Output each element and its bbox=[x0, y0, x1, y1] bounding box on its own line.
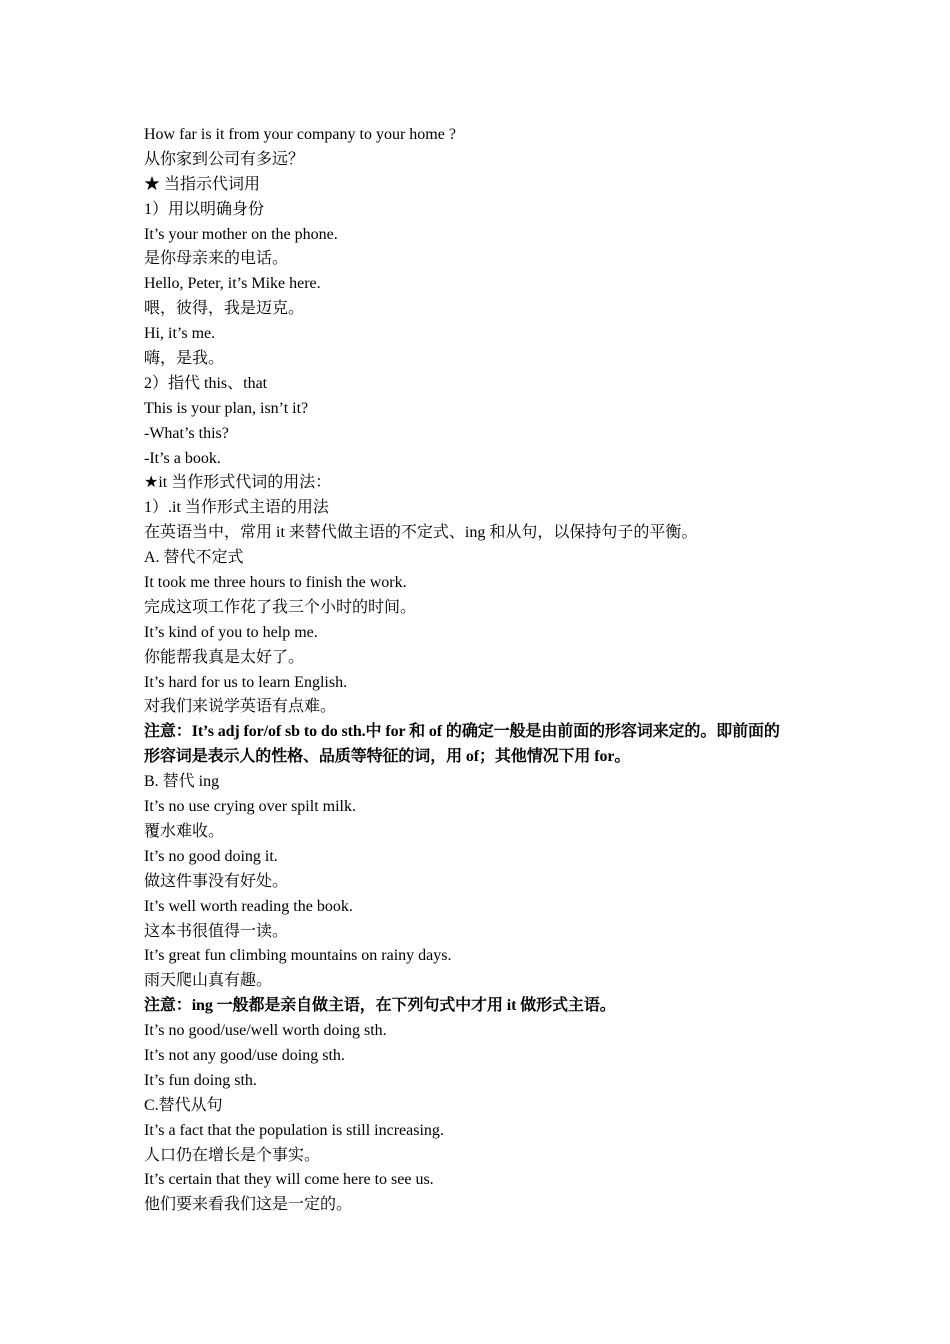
text-line: 1）.it 当作形式主语的用法 bbox=[144, 499, 329, 517]
text-line: A. 替代不定式 bbox=[144, 549, 244, 567]
text-line: 你能帮我真是太好了。 bbox=[144, 648, 305, 666]
note-line: 注意：It’s adj for/of sb to do sth.中 for 和 of 的确定一般是由前面的形容词来定的。即前面的 bbox=[144, 723, 780, 741]
text-line: Hi, it’s me. bbox=[144, 325, 216, 343]
text-line: It’s well worth reading the book. bbox=[144, 897, 353, 915]
text-line: C.替代从句 bbox=[144, 1096, 223, 1114]
text-line: 从你家到公司有多远？ bbox=[144, 150, 305, 168]
text-line: 这本书很值得一读。 bbox=[144, 922, 289, 940]
text-line: Hello, Peter, it’s Mike here. bbox=[144, 275, 321, 293]
text-line: This is your plan, isn’t it? bbox=[144, 399, 309, 417]
text-line: It’s your mother on the phone. bbox=[144, 225, 338, 243]
text-line: -What’s this? bbox=[144, 424, 229, 442]
text-line: ★it 当作形式代词的用法： bbox=[144, 474, 332, 492]
text-line: It’s no good/use/well worth doing sth. bbox=[144, 1022, 387, 1040]
text-line: How far is it from your company to your home ? bbox=[144, 126, 456, 143]
text-line: It’s not any good/use doing sth. bbox=[144, 1046, 345, 1064]
text-line: 喂，彼得，我是迈克。 bbox=[144, 300, 305, 318]
text-line: 是你母亲来的电话。 bbox=[144, 250, 289, 268]
text-line: It’s no use crying over spilt milk. bbox=[144, 798, 356, 816]
text-line: It’s no good doing it. bbox=[144, 847, 278, 865]
text-line: It’s a fact that the population is still increasing. bbox=[144, 1121, 444, 1139]
text-line: 嗨，是我。 bbox=[144, 350, 225, 368]
text-line: It’s great fun climbing mountains on rainy days. bbox=[144, 947, 452, 965]
text-line: 他们要来看我们这是一定的。 bbox=[144, 1196, 353, 1214]
text-line: 对我们来说学英语有点难。 bbox=[144, 698, 337, 716]
text-line: It’s kind of you to help me. bbox=[144, 623, 318, 641]
text-line: It’s hard for us to learn English. bbox=[144, 673, 348, 691]
text-line: ★ 当指示代词用 bbox=[144, 175, 261, 193]
text-line: It took me three hours to finish the work. bbox=[144, 574, 407, 592]
document-page bbox=[144, 123, 824, 1218]
text-line: 人口仍在增长是个事实。 bbox=[144, 1146, 321, 1164]
text-line: 覆水难收。 bbox=[144, 822, 225, 840]
text-line: It’s certain that they will come here to see us. bbox=[144, 1171, 434, 1189]
text-line: 完成这项工作花了我三个小时的时间。 bbox=[144, 598, 417, 616]
text-line: B. 替代 ing bbox=[144, 773, 220, 791]
note-line: 注意：ing 一般都是亲自做主语，在下列句式中才用 it 做形式主语。 bbox=[144, 997, 616, 1015]
text-line: 在英语当中，常用 it 来替代做主语的不定式、ing 和从句，以保持句子的平衡。 bbox=[144, 524, 698, 542]
text-line: It’s fun doing sth. bbox=[144, 1071, 257, 1089]
text-line: 1）用以明确身份 bbox=[144, 200, 265, 218]
note-line: 形容词是表示人的性格、品质等特征的词，用 of；其他情况下用 for。 bbox=[144, 748, 631, 766]
text-line: 做这件事没有好处。 bbox=[144, 872, 289, 890]
text-line: -It’s a book. bbox=[144, 449, 221, 467]
text-line: 雨天爬山真有趣。 bbox=[144, 972, 273, 990]
text-line: 2）指代 this、that bbox=[144, 374, 268, 392]
